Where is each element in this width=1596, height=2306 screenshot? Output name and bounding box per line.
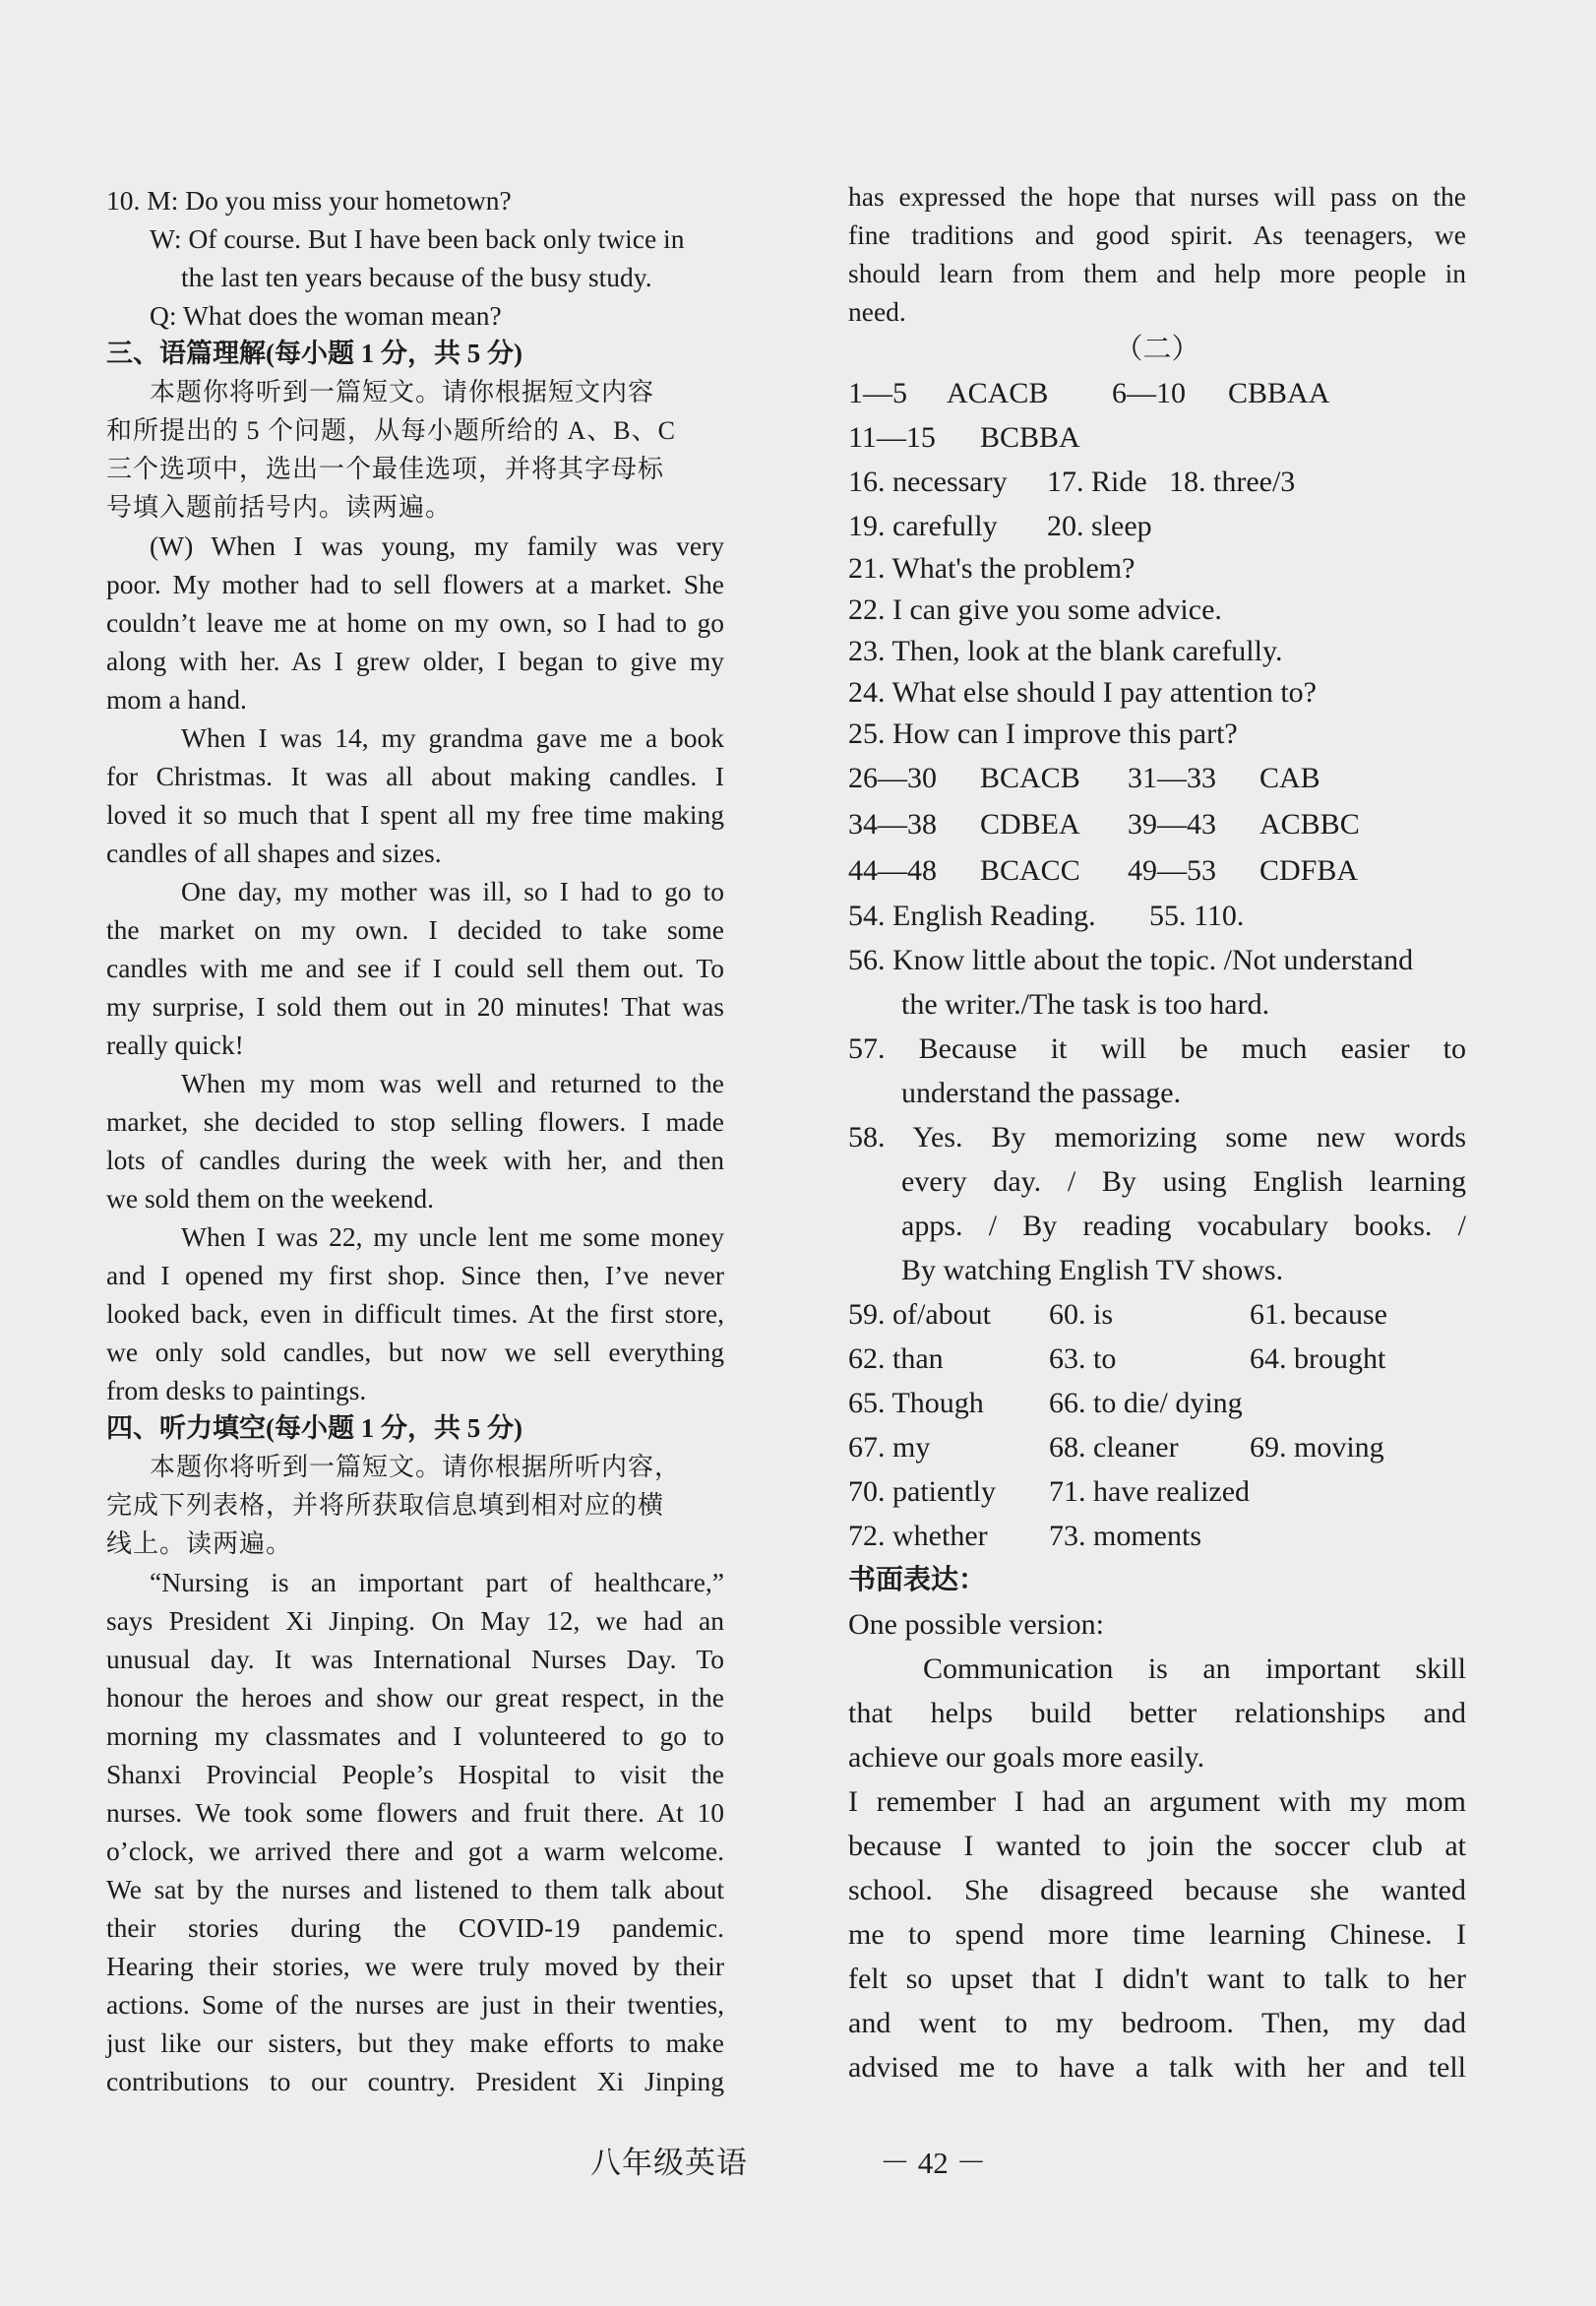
answer-letters: CDFBA (1259, 854, 1359, 887)
answer-row (848, 801, 1466, 847)
text-line: candles with me and see if I could sell them out. To (106, 953, 724, 983)
answer-row (848, 1425, 1466, 1469)
answer-letters: ACACB (947, 377, 1049, 409)
answer-range: 26—30 (848, 762, 937, 794)
answer-row (848, 1469, 1466, 1514)
text-line: 号填入题前括号内。读两遍。 (106, 493, 453, 522)
text-line: says President Xi Jinping. On May 12, we had an (106, 1605, 724, 1636)
text-line: from desks to paintings. (106, 1375, 367, 1405)
writing-heading: 书面表达： (848, 1565, 987, 1595)
text-line: Hearing their stories, we were truly moved by their (106, 1951, 724, 1981)
text-line: me to spend more time learning Chinese. I (848, 1918, 1466, 1951)
paragraph-4 (106, 1064, 724, 1217)
text-line: 23. Then, look at the blank carefully. (848, 635, 1283, 667)
answer-item: 63. to (1049, 1342, 1117, 1375)
answer-row (848, 1514, 1466, 1558)
text-line: their stories during the COVID-19 pandemic. (106, 1912, 724, 1943)
text-line: 58. Yes. By memorizing some new words (848, 1121, 1466, 1153)
text-line: mom a hand. (106, 684, 247, 715)
answer-item: 73. moments (1049, 1520, 1201, 1552)
answer-range: 6—10 (1112, 377, 1186, 409)
answer-item: 71. have realized (1049, 1475, 1251, 1508)
answer-range: 31—33 (1128, 762, 1216, 794)
answer-57 (848, 1027, 1466, 1115)
text-line: honour the heroes and show our great respect, in the (106, 1682, 724, 1713)
answer-item: 61. because (1250, 1298, 1387, 1331)
answer-row (848, 415, 1466, 460)
answer-item: 72. whether (848, 1520, 988, 1552)
text-line: (W) When I was young, my family was very (150, 530, 724, 561)
text-line: When I was 22, my uncle lent me some money (181, 1221, 724, 1252)
cloze-answers (848, 1292, 1466, 1558)
text-line: W: Of course. But I have been back only twice in (150, 223, 685, 254)
text-line: contributions to our country. President Xi Jinping (106, 2066, 724, 2096)
answer-row (848, 847, 1466, 894)
text-line: 24. What else should I pay attention to? (848, 676, 1318, 709)
text-line: market, she decided to stop selling flowers. I made (106, 1106, 724, 1137)
section-3-instructions (106, 373, 724, 527)
text-line: When my mom was well and returned to the (181, 1068, 724, 1098)
answer-item: 20. sleep (1047, 510, 1152, 542)
answer-item: 62. than (848, 1342, 944, 1375)
text-line: 和所提出的 5 个问题，从每小题所给的 A、B、C (106, 416, 676, 445)
answer-item: 18. three/3 (1169, 466, 1296, 498)
paragraph-continued (848, 177, 1466, 331)
text-line: 线上。读两遍。 (106, 1529, 293, 1558)
section-4-instructions (106, 1448, 724, 1563)
text-line: 25. How can I improve this part? (848, 717, 1238, 750)
text-line: the writer./The task is too hard. (901, 988, 1270, 1021)
text-line: along with her. As I grew older, I began to give my (106, 646, 724, 676)
answer-range: 11—15 (848, 421, 936, 454)
answer-letters: BCBBA (980, 421, 1080, 454)
answer-item: 59. of/about (848, 1298, 991, 1331)
text-line: advised me to have a talk with her and tell (848, 2051, 1466, 2084)
paragraph-5 (106, 1217, 724, 1409)
text-line: achieve our goals more easily. (848, 1741, 1205, 1774)
answer-row (848, 755, 1466, 801)
answer-row (848, 1292, 1466, 1337)
text-line: 21. What's the problem? (848, 552, 1136, 585)
text-line: morning my classmates and I volunteered to go to (106, 1720, 724, 1751)
text-line: looked back, even in difficult times. At the first store, (106, 1298, 724, 1329)
answer-block-2 (848, 755, 1466, 894)
text-line: 本题你将听到一篇短文。请你根据短文内容 (150, 378, 655, 406)
footer-title: 八年级英语 (590, 2146, 748, 2180)
answer-row (848, 894, 1466, 938)
text-line: Shanxi Provincial People’s Hospital to visit the (106, 1759, 724, 1789)
text-line: because I wanted to join the soccer club at (848, 1830, 1466, 1862)
text-line: understand the passage. (901, 1077, 1182, 1109)
section-4-heading: 四、听力填空(每小题 1 分，共 5 分) (106, 1413, 522, 1443)
text-line: school. She disagreed because she wanted (848, 1874, 1466, 1906)
right-column (848, 177, 1466, 2089)
left-column (106, 181, 724, 2100)
text-line: we sold them on the weekend. (106, 1183, 434, 1214)
answer-range: 39—43 (1128, 808, 1216, 841)
text-line: the last ten years because of the busy study. (181, 262, 652, 292)
text-line: Communication is an important skill (923, 1652, 1466, 1685)
text-line: 完成下列表格，并将所获取信息填到相对应的横 (106, 1491, 665, 1520)
text-line: Q: What does the woman mean? (150, 300, 502, 331)
answer-item: 17. Ride (1047, 466, 1147, 498)
text-line: really quick! (106, 1029, 244, 1060)
text-line: that helps build better relationships and (848, 1697, 1466, 1729)
answer-item: 68. cleaner (1049, 1431, 1179, 1464)
answer-letters: ACBBC (1259, 808, 1360, 841)
answer-range: 44—48 (848, 854, 937, 887)
question-10 (106, 181, 724, 335)
paragraph-1 (106, 527, 724, 718)
text-line: my surprise, I sold them out in 20 minutes! That was (106, 991, 724, 1022)
text-line: just like our sisters, but they make efforts to make (106, 2027, 724, 2058)
text-line: apps. / By reading vocabulary books. / (901, 1210, 1466, 1242)
answer-block-1 (848, 371, 1466, 548)
answer-item: 66. to die/ dying (1049, 1387, 1243, 1419)
answer-item: 60. is (1049, 1298, 1114, 1331)
text-line: and I opened my first shop. Since then, I’ve never (106, 1260, 724, 1290)
text-line: o’clock, we arrived there and got a warm welcome. (106, 1836, 724, 1866)
answer-56 (848, 938, 1466, 1027)
text-line: actions. Some of the nurses are just in their twenties, (106, 1989, 724, 2020)
text-line: and went to my bedroom. Then, my dad (848, 2007, 1466, 2039)
answer-range: 49—53 (1128, 854, 1216, 887)
answer-range: 1—5 (848, 377, 907, 409)
answer-letters: CBBAA (1228, 377, 1330, 409)
answer-item: 55. 110. (1149, 900, 1245, 932)
text-line: loved it so much that I spent all my free time making (106, 799, 724, 830)
text-line: has expressed the hope that nurses will pass on the (848, 181, 1466, 212)
answer-row (848, 1337, 1466, 1381)
text-line: felt so upset that I didn't want to talk to her (848, 1963, 1466, 1995)
answer-row (848, 1381, 1466, 1425)
answer-item: 65. Though (848, 1387, 984, 1419)
text-line: nurses. We took some flowers and fruit there. At 10 (106, 1797, 724, 1828)
text-line: When I was 14, my grandma gave me a book (181, 722, 724, 753)
answer-letters: BCACC (980, 854, 1080, 887)
answer-letters: BCACB (980, 762, 1080, 794)
text-line: should learn from them and help more people in (848, 258, 1466, 288)
answer-item: 70. patiently (848, 1475, 996, 1508)
text-line: candles of all shapes and sizes. (106, 838, 442, 868)
text-line: By watching English TV shows. (901, 1254, 1284, 1286)
text-line: 56. Know little about the topic. /Not understand (848, 944, 1414, 976)
text-line: couldn’t leave me at home on my own, so I had to go (106, 607, 724, 638)
answer-row (848, 371, 1466, 415)
version-label: One possible version: (848, 1608, 1104, 1641)
text-line: every day. / By using English learning (901, 1165, 1466, 1198)
text-line: 三个选项中，选出一个最佳选项，并将其字母标 (106, 455, 665, 483)
answer-item: 67. my (848, 1431, 931, 1464)
text-line: lots of candles during the week with her, and then (106, 1145, 724, 1175)
answer-58 (848, 1115, 1466, 1292)
text-line: fine traditions and good spirit. As teenagers, we (848, 219, 1466, 250)
sentence-answers (848, 548, 1466, 755)
text-line: 10. M: Do you miss your hometown? (106, 185, 512, 216)
text-line: for Christmas. It was all about making candles. I (106, 761, 724, 791)
answer-row (848, 504, 1466, 548)
paragraph-6 (106, 1563, 724, 2100)
paragraph-2 (106, 718, 724, 872)
answer-item: 54. English Reading. (848, 900, 1096, 932)
paragraph-3 (106, 872, 724, 1064)
page-number: － 42 － (880, 2146, 987, 2180)
text-line: 57. Because it will be much easier to (848, 1032, 1466, 1065)
text-line: poor. My mother had to sell flowers at a market. She (106, 569, 724, 599)
text-line: We sat by the nurses and listened to them talk about (106, 1874, 724, 1904)
text-line: need. (848, 296, 906, 327)
text-line: One day, my mother was ill, so I had to go to (181, 876, 724, 906)
text-line: 22. I can give you some advice. (848, 593, 1222, 626)
text-line: “Nursing is an important part of healthcare,” (150, 1567, 724, 1597)
answer-row (848, 460, 1466, 504)
essay (848, 1647, 1466, 2089)
answer-item: 64. brought (1250, 1342, 1386, 1375)
text-line: 本题你将听到一篇短文。请你根据所听内容， (150, 1453, 682, 1481)
answer-item: 19. carefully (848, 510, 998, 542)
answer-letters: CDBEA (980, 808, 1080, 841)
answer-range: 34—38 (848, 808, 937, 841)
answer-item: 69. moving (1250, 1431, 1384, 1464)
section-title: （二） (1114, 334, 1200, 365)
answer-item: 16. necessary (848, 466, 1008, 498)
text-line: unusual day. It was International Nurses Day. To (106, 1644, 724, 1674)
text-line: the market on my own. I decided to take some (106, 914, 724, 945)
section-3-heading: 三、语篇理解(每小题 1 分，共 5 分) (106, 339, 522, 368)
text-line: we only sold candles, but now we sell everything (106, 1337, 724, 1367)
text-line: I remember I had an argument with my mom (848, 1785, 1466, 1818)
answer-letters: CAB (1259, 762, 1320, 794)
